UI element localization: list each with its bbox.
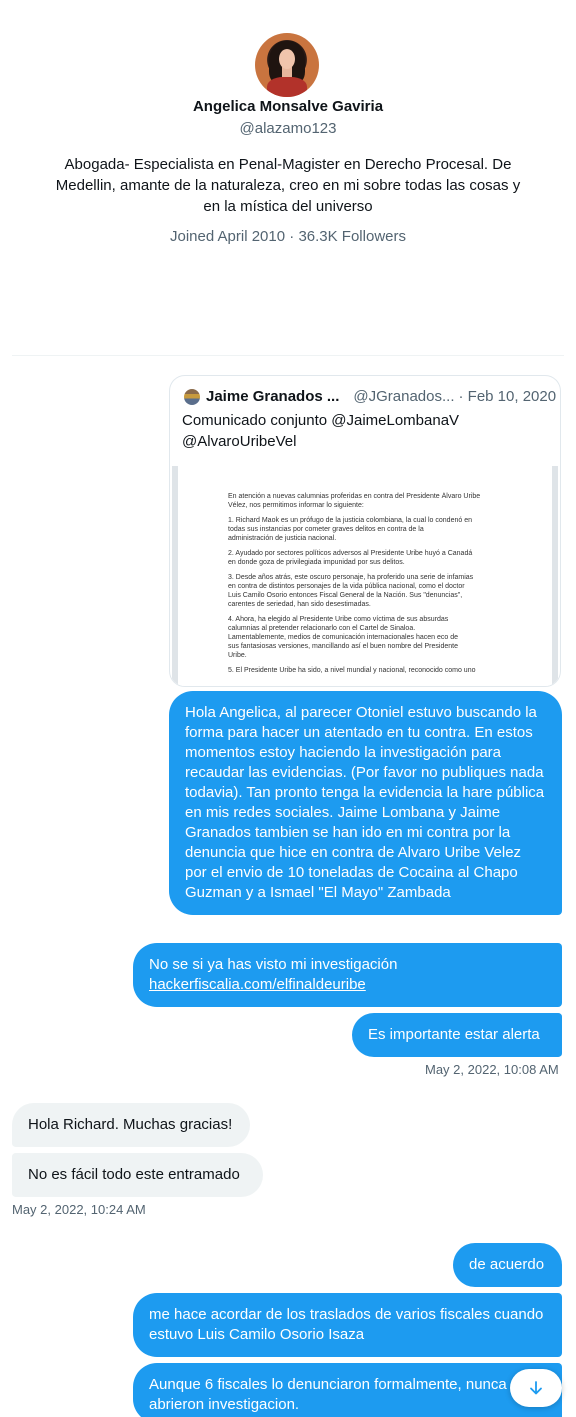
message-bubble-outgoing <box>133 1363 562 1417</box>
document-line: 1. Richard Maok es un prófugo de la justicia colombiana, la cual lo condenó en <box>228 517 472 524</box>
quoted-tweet-card[interactable] <box>169 375 561 687</box>
message-text: No es fácil todo este entramado <box>28 1166 240 1183</box>
message-timestamp: May 2, 2022, 10:24 AM <box>12 1202 146 1217</box>
message-bubble-outgoing <box>133 1293 562 1357</box>
document-line: carentes de seriedad, han sido desestimadas. <box>228 601 371 608</box>
quoted-author-handle: @JGranados... <box>353 388 455 405</box>
quoted-tweet-text: Comunicado conjunto @JaimeLombanaV @AlvaroUribeVel <box>182 412 460 450</box>
followers-count[interactable]: 36.3K Followers <box>298 228 406 245</box>
message-text: Aunque 6 fiscales lo denunciaron formalmente, nunca abrieron investigacion. <box>149 1376 507 1413</box>
message-bubble-outgoing <box>453 1243 562 1287</box>
meta-separator: · <box>289 228 295 245</box>
profile-avatar[interactable] <box>255 33 319 97</box>
document-line: Vélez, nos permitimos informar lo siguiente: <box>228 502 364 509</box>
document-line: En atención a nuevas calumnias proferidas en contra del Presidente Álvaro Uribe <box>228 493 481 500</box>
message-text: Hola Angelica, al parecer Otoniel estuvo buscando la forma para hacer un atentado en tu contra. En estos momentos estoy haciendo la investigación para recaudar las evidencias. (Por favor no publiques nada todavia). Tan pronto tenga la evidencia la hare pública en mis redes sociales. Jaime Lombana y Jaime Granados tambien se han ido en mi contra por la denuncia que hice en contra de Alvaro Uribe Velez por el envio de 10 toneladas de Cocaina al Chapo Guzman y a Ismael "El Mayo" Zambada <box>185 704 545 901</box>
message-text: Es importante estar alerta <box>368 1026 540 1043</box>
message-bubble-incoming <box>12 1103 250 1147</box>
document-line: en donde goza de privilegiada impunidad por sus delitos. <box>228 559 405 566</box>
document-line: administración de justicia nacional. <box>228 535 337 542</box>
quoted-tweet-image[interactable] <box>172 466 558 687</box>
quoted-tweet-date: · Feb 10, 2020 <box>458 388 557 405</box>
message-text: Hola Richard. Muchas gracias! <box>28 1116 233 1133</box>
message-bubble-outgoing <box>133 943 562 1007</box>
document-line: sus fantasiosas versiones, mancillando así el buen nombre del Presidente <box>228 643 458 650</box>
message-link[interactable]: hackerfiscalia.com/elfinaldeuribe <box>149 976 366 993</box>
message-bubble-outgoing <box>169 691 562 915</box>
quoted-author-name: Jaime Granados ... <box>206 388 340 405</box>
profile-bio: Abogada- Especialista en Penal-Magister en Derecho Procesal. De Medellin, amante de la naturaleza, creo en mi sobre todas las cosas y en la mística del universo <box>55 156 521 215</box>
profile-handle[interactable]: @alazamo123 <box>239 120 337 137</box>
quoted-tweet-header <box>184 388 557 405</box>
quoted-author-avatar <box>184 389 200 405</box>
scroll-to-bottom-button[interactable] <box>510 1369 562 1407</box>
divider <box>12 355 564 356</box>
joined-date: Joined April 2010 <box>170 228 286 245</box>
document-line: 3. Desde años atrás, este oscuro personaje, ha proferido una serie de infamias <box>228 574 474 581</box>
arrow-down-icon <box>528 1380 544 1396</box>
document-line: 2. Ayudado por sectores políticos adversos al Presidente Uribe huyó a Canadá <box>228 550 473 557</box>
message-timestamp: May 2, 2022, 10:08 AM <box>425 1062 559 1077</box>
profile-name[interactable]: Angelica Monsalve Gaviria <box>192 98 384 115</box>
document-line: 4. Ahora, ha elegido al Presidente Uribe como víctima de sus absurdas <box>228 616 449 623</box>
message-text: me hace acordar de los traslados de varios fiscales cuando estuvo Luis Camilo Osorio Isaza <box>149 1306 544 1343</box>
document-line: todas sus instancias por cometer graves delitos en contra de la <box>228 526 424 533</box>
message-text: de acuerdo <box>469 1256 545 1273</box>
document-line: Uribe. <box>228 652 247 659</box>
message-bubble-outgoing <box>352 1013 562 1057</box>
document-line: 5. El Presidente Uribe ha sido, a nivel mundial y nacional, reconocido como uno <box>228 667 476 674</box>
document-line: Lamentablemente, medios de comunicación internacionales hacen eco de <box>228 634 458 641</box>
message-bubble-incoming <box>12 1153 263 1197</box>
message-text: No se si ya has visto mi investigación <box>149 956 398 973</box>
document-line: calumnias al pretender relacionarlo con el Cartel de Sinaloa. <box>228 625 416 632</box>
profile-meta <box>0 228 576 245</box>
document-line: en contra de distintos personajes de la vida pública nacional, como el doctor <box>228 583 465 590</box>
document-line: Luis Camilo Osorio entonces Fiscal General de la Nación. Sus "denuncias", <box>228 592 463 599</box>
